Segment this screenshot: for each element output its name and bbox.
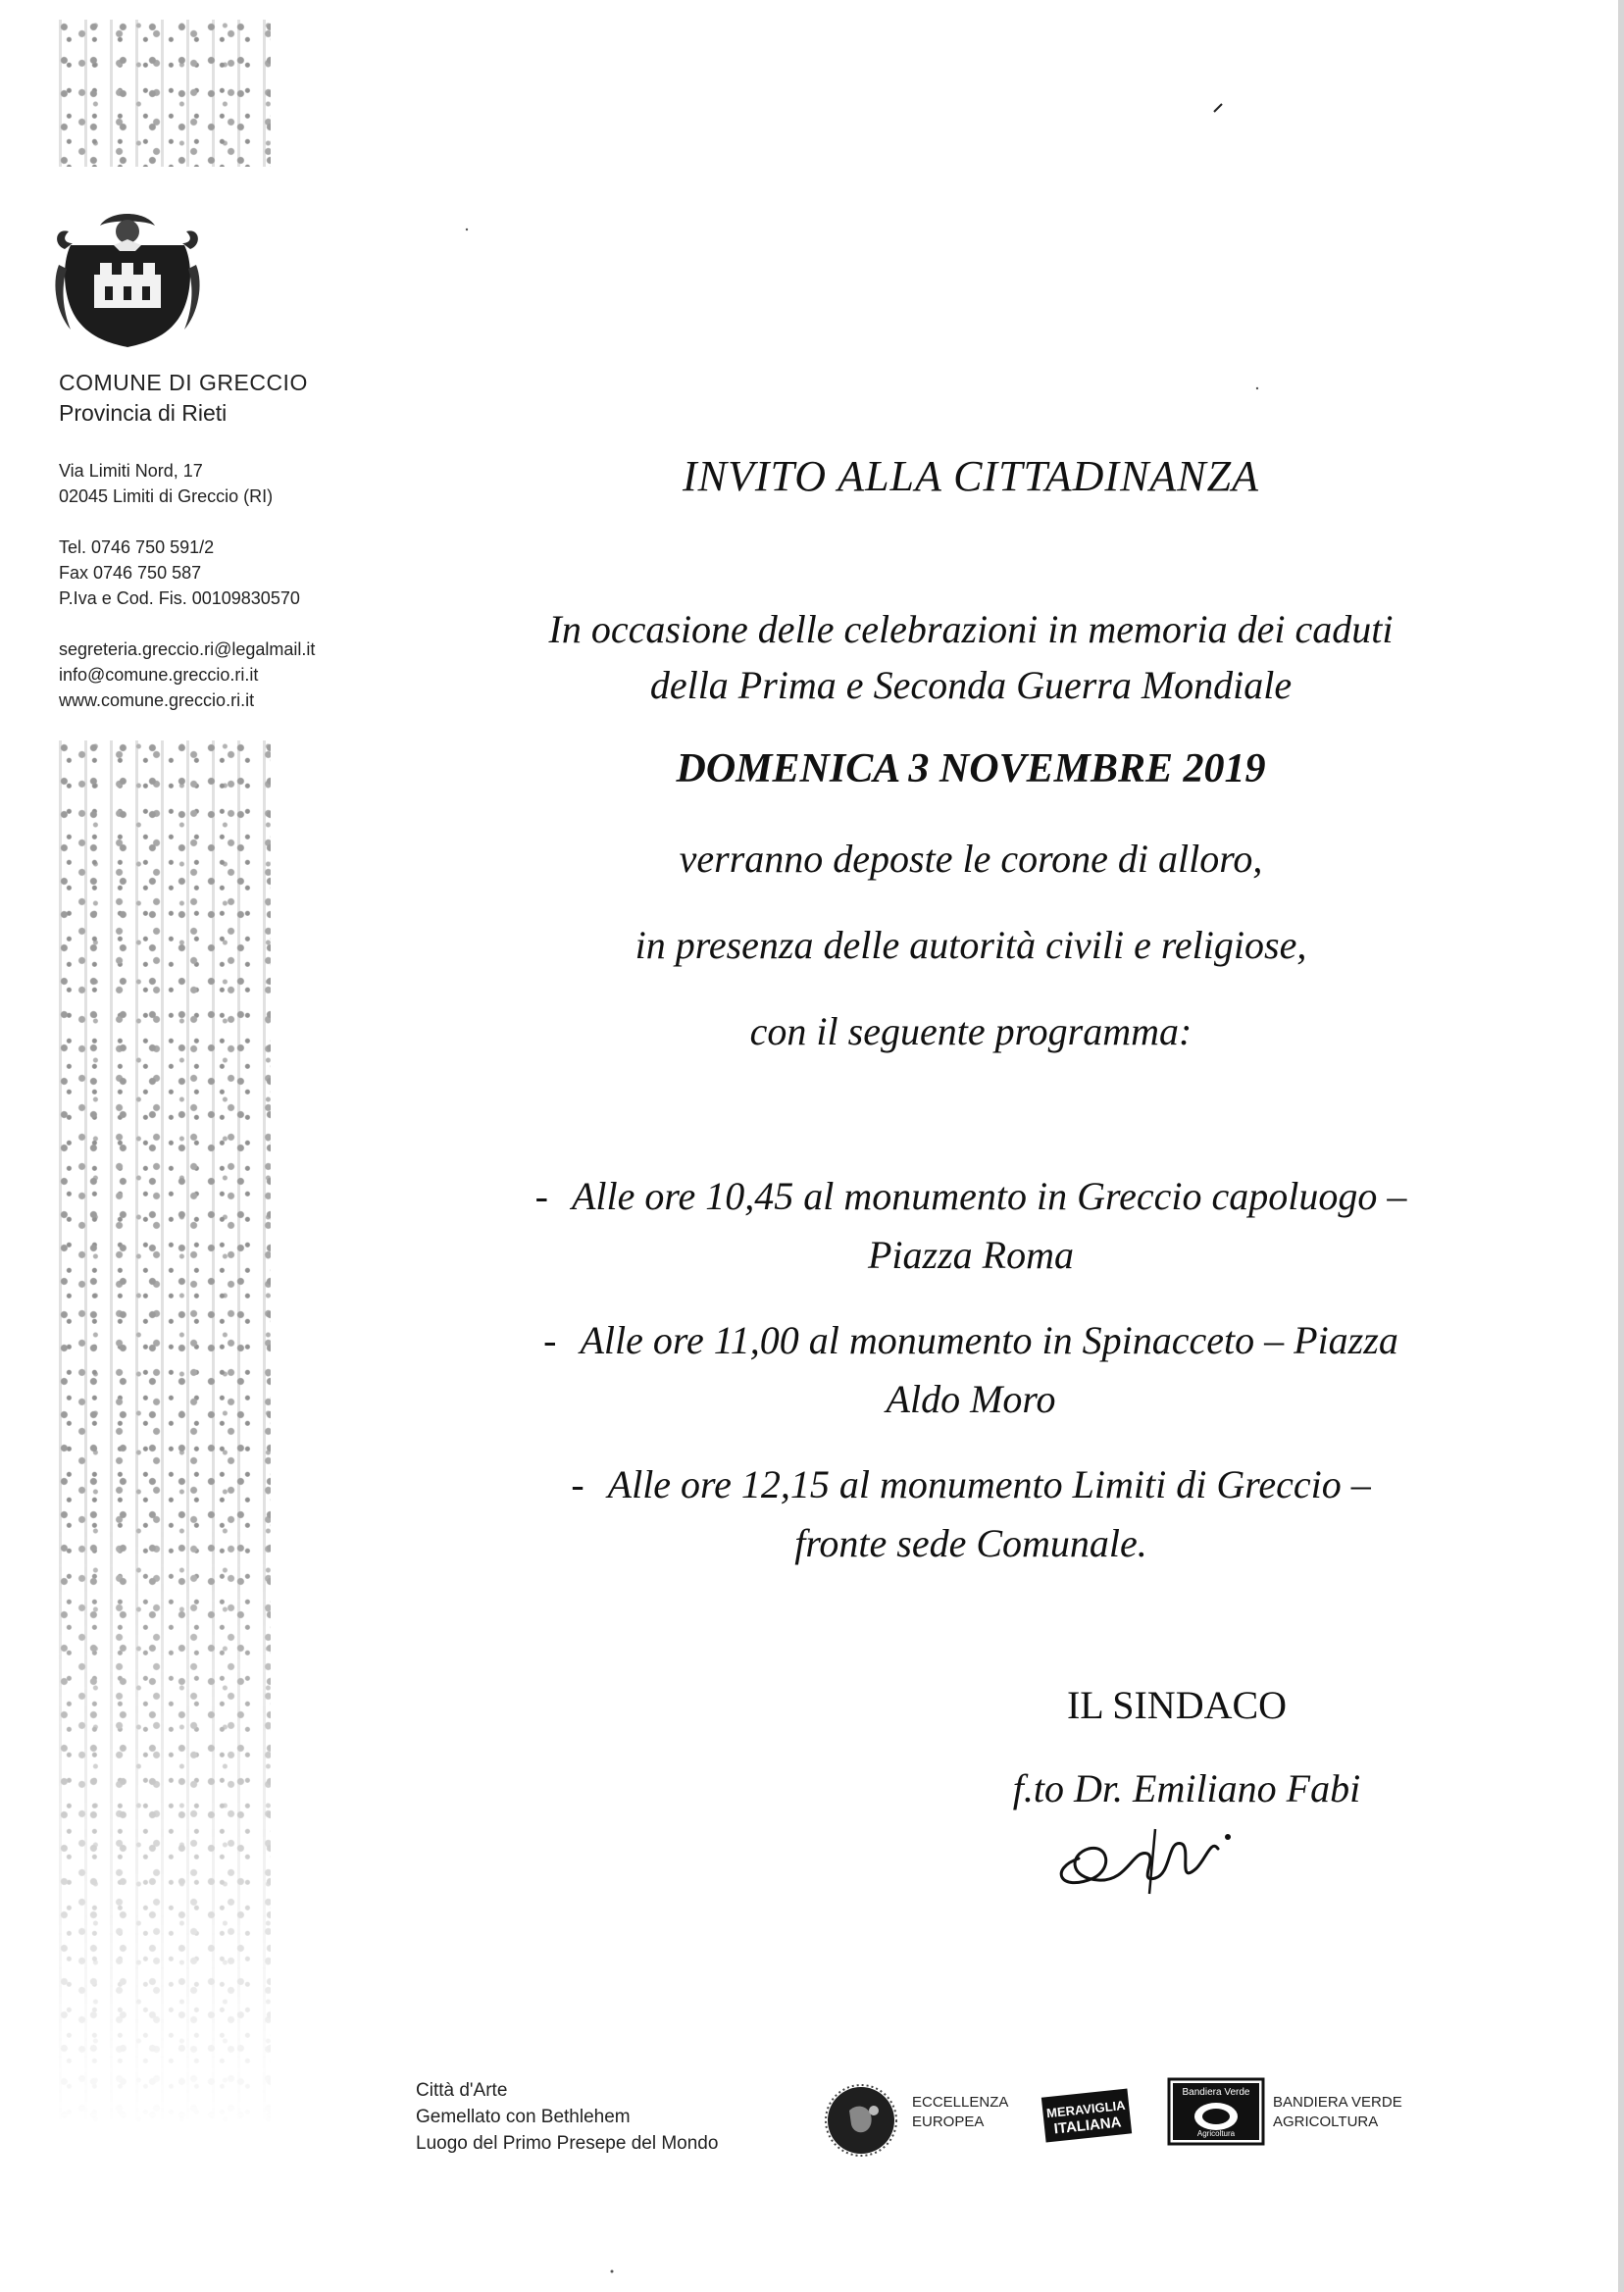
eccellenza-label — [912, 2093, 1008, 2132]
bandiera-verde-logo-icon — [1167, 2077, 1265, 2146]
event-date: DOMENICA 3 NOVEMBRE 2019 — [676, 746, 1266, 791]
program-item — [461, 1167, 1481, 1285]
program-text: Alle ore 11,00 al monumento in Spinacceto – Piazza — [580, 1318, 1398, 1362]
address-line: 02045 Limiti di Greccio (RI) — [59, 486, 274, 506]
program-item — [461, 1455, 1481, 1573]
handwritten-signature-icon — [1040, 1809, 1245, 1898]
online-contacts — [59, 637, 431, 713]
pec-email-link[interactable]: segreteria.greccio.ri@legalmail.it — [59, 639, 316, 659]
coat-of-arms-icon — [51, 206, 204, 349]
footer-tagline — [416, 2077, 718, 2157]
scan-dot-icon — [1251, 382, 1263, 394]
body-line: verranno deposte le corone di alloro, — [679, 837, 1263, 881]
vat-number: P.Iva e Cod. Fis. 00109830570 — [59, 588, 300, 608]
fax-number: Fax 0746 750 587 — [59, 563, 202, 583]
scan-mark-icon — [1212, 102, 1224, 114]
signer-role: IL SINDACO — [1066, 1683, 1288, 1727]
scan-dot-icon — [461, 224, 473, 235]
intro-line: della Prima e Seconda Guerra Mondiale — [649, 663, 1293, 707]
signer-name: f.to Dr. Emiliano Fabi — [1012, 1766, 1361, 1810]
list-dash: - — [571, 1462, 584, 1506]
decorative-pattern-top — [59, 20, 271, 167]
eccellenza-europea-logo-icon — [820, 2081, 902, 2158]
program-item — [461, 1311, 1481, 1429]
bandiera-badge-text: Bandiera Verde — [1182, 2087, 1250, 2098]
bandiera-badge-text: Agricoltura — [1196, 2129, 1236, 2138]
address-line: Via Limiti Nord, 17 — [59, 461, 203, 481]
body-line: con il seguente programma: — [749, 1009, 1193, 1053]
program-text: Alle ore 10,45 al monumento in Greccio capoluogo – — [572, 1174, 1407, 1218]
list-dash: - — [534, 1174, 548, 1218]
footer-line: Città d'Arte — [416, 2080, 508, 2101]
website-link[interactable]: www.comune.greccio.ri.it — [59, 690, 255, 710]
bandiera-text: AGRICOLTURA — [1273, 2114, 1379, 2130]
footer-line: Gemellato con Bethlehem — [416, 2107, 631, 2127]
bandiera-label — [1273, 2093, 1402, 2132]
page-title: INVITO ALLA CITTADINANZA — [683, 452, 1259, 500]
program-text-cont: Aldo Moro — [886, 1377, 1056, 1421]
province: Provincia di Rieti — [59, 400, 228, 426]
program-text-cont: Piazza Roma — [868, 1233, 1074, 1277]
program-text-cont: fronte sede Comunale. — [794, 1521, 1147, 1565]
org-name: COMUNE DI GRECCIO — [59, 370, 308, 395]
meraviglia-text: ITALIANA — [1052, 2114, 1123, 2138]
page-edge — [1618, 0, 1624, 2292]
intro-line: In occasione delle celebrazioni in memoria dei caduti — [548, 607, 1394, 651]
meraviglia-text: MERAVIGLIA — [1045, 2097, 1127, 2121]
phone-number: Tel. 0746 750 591/2 — [59, 537, 215, 557]
info-email-link[interactable]: info@comune.greccio.ri.it — [59, 665, 259, 685]
footer-line: Luogo del Primo Presepe del Mondo — [416, 2133, 719, 2154]
address-block — [59, 458, 431, 509]
bandiera-text: BANDIERA VERDE — [1273, 2094, 1402, 2111]
decorative-pattern-side — [59, 740, 271, 2133]
phone-block — [59, 535, 431, 611]
sidebar-contacts — [59, 368, 431, 739]
program-text: Alle ore 12,15 al monumento Limiti di Greccio – — [607, 1462, 1371, 1506]
scan-dot-icon — [606, 2266, 618, 2277]
eccellenza-text: EUROPEA — [912, 2114, 985, 2130]
body-line: in presenza delle autorità civili e religiose, — [634, 923, 1307, 967]
list-dash: - — [543, 1318, 557, 1362]
meraviglia-italiana-logo-icon — [1040, 2087, 1134, 2144]
eccellenza-text: ECCELLENZA — [912, 2094, 1009, 2111]
